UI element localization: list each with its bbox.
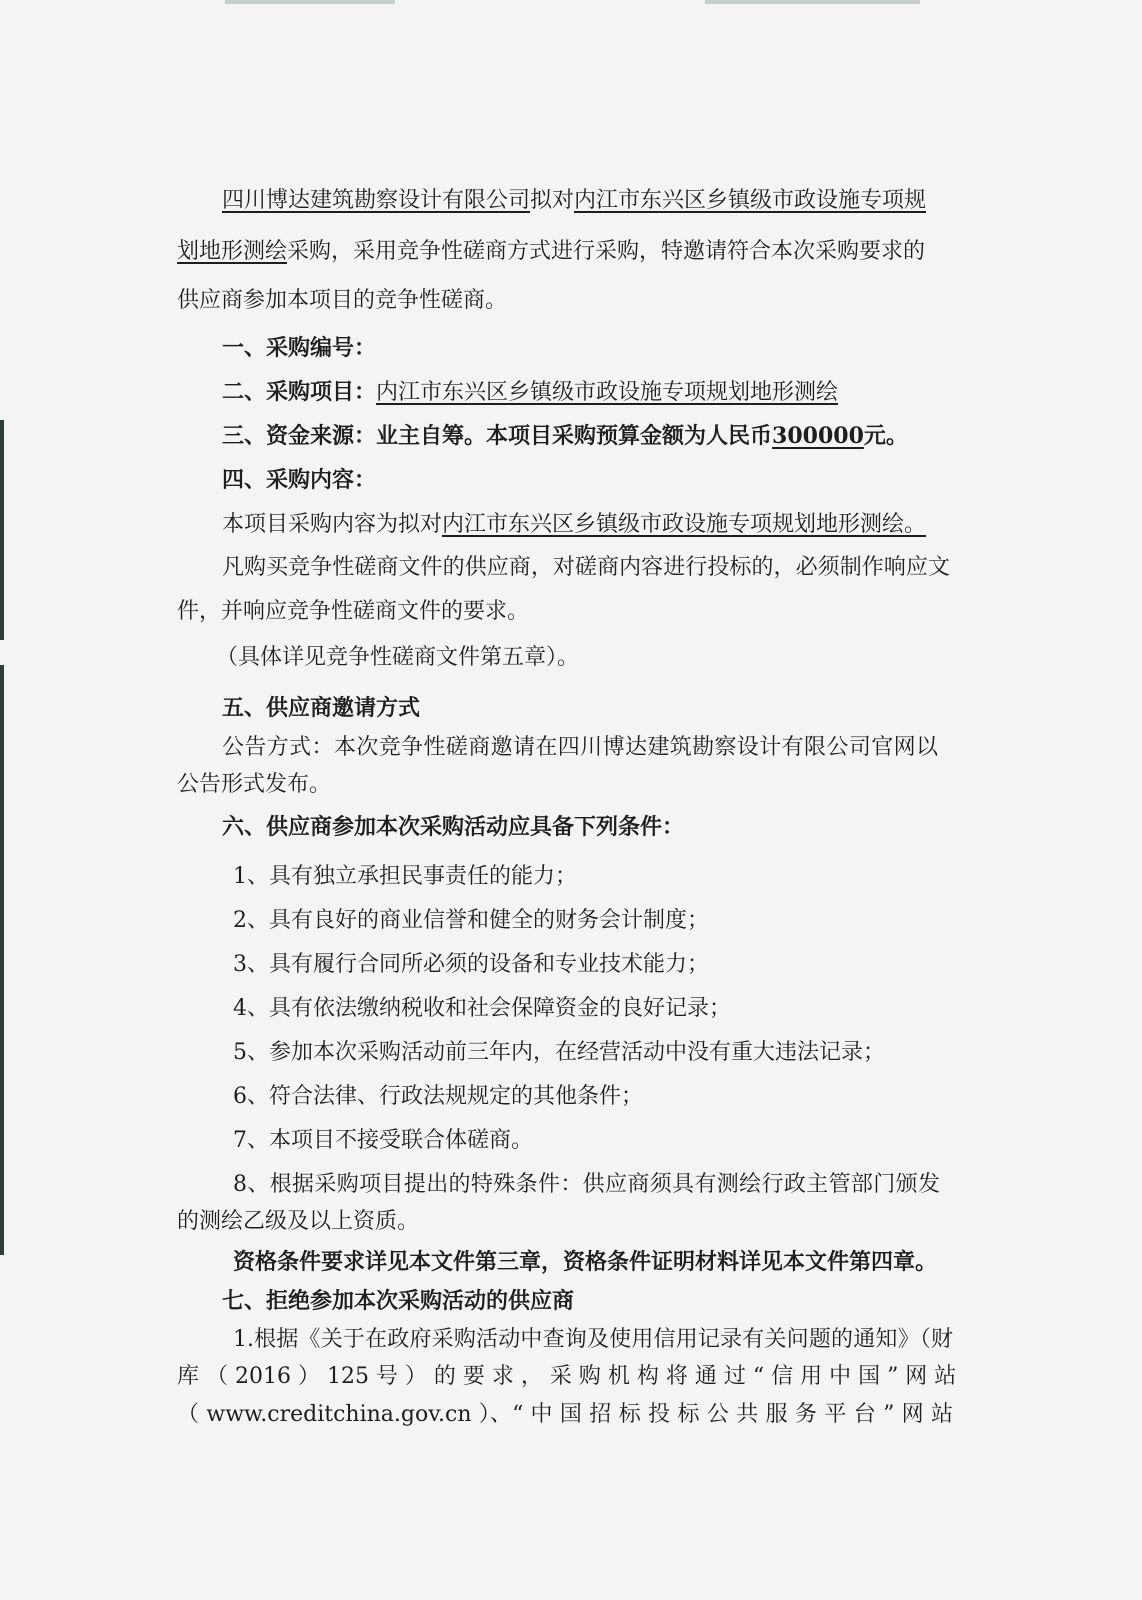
condition-item-4: 4、具有依法缴纳税收和社会保障资金的良好记录； — [233, 996, 731, 1021]
section-6-title: 六、供应商参加本次采购活动应具备下列条件： — [222, 814, 685, 840]
section-7-line2: 库 （ 2016 ） 125 号 ） 的 要 求 ， 采 购 机 构 将 通 过 “ 信 用 中 国 ” 网 站 — [177, 1364, 957, 1389]
section-4-note: （具体详见竞争性磋商文件第五章）。 — [216, 645, 580, 670]
scan-edge-top-right — [705, 0, 920, 4]
section-4-p2-line2: 件，并响应竞争性磋商文件的要求。 — [177, 599, 530, 624]
section-4-content — [222, 510, 926, 540]
condition-item-2: 2、具有良好的商业信誉和健全的财务会计制度； — [233, 908, 709, 933]
scan-edge-top-left — [225, 0, 395, 4]
condition-item-8-line1: 8、根据采购项目提出的特殊条件：供应商须具有测绘行政主管部门颁发 — [233, 1172, 940, 1197]
intro-line-3: 供应商参加本项目的竞争性磋商。 — [177, 288, 508, 313]
section-7-title: 七、拒绝参加本次采购活动的供应商 — [222, 1288, 575, 1314]
condition-item-5: 5、参加本次采购活动前三年内，在经营活动中没有重大违法记录； — [233, 1040, 885, 1065]
section-3-title: 三、资金来源： — [222, 423, 377, 449]
section-5-title: 五、供应商邀请方式 — [222, 695, 421, 721]
company-name: 四川博达建筑勘察设计有限公司 — [222, 188, 531, 213]
section-4-project: 内江市东兴区乡镇级市政设施专项规划地形测绘。 — [442, 512, 927, 537]
budget-unit: 元。 — [863, 423, 908, 449]
condition-item-3: 3、具有履行合同所必须的设备和专业技术能力； — [233, 952, 709, 977]
section-4-prefix: 本项目采购内容为拟对 — [222, 512, 443, 537]
intro-line-1 — [222, 186, 926, 216]
section-2 — [222, 377, 838, 408]
intro-line-2-text: 采购，采用竞争性磋商方式进行采购，特邀请符合本次采购要求的 — [287, 239, 926, 264]
condition-item-6: 6、符合法律、行政法规规定的其他条件； — [233, 1084, 643, 1109]
qualification-note: 资格条件要求详见本文件第三章，资格条件证明材料详见本文件第四章。 — [233, 1249, 938, 1275]
section-2-title: 二、采购项目： — [222, 379, 377, 405]
condition-item-1: 1、具有独立承担民事责任的能力； — [233, 864, 577, 889]
section-7-line1: 1.根据《关于在政府采购活动中查询及使用信用记录有关问题的通知》（财 — [233, 1327, 953, 1352]
condition-item-8-line2: 的测绘乙级及以上资质。 — [177, 1209, 420, 1234]
section-4-title: 四、采购内容： — [222, 467, 377, 493]
section-2-value: 内江市东兴区乡镇级市政设施专项规划地形测绘 — [376, 380, 839, 405]
condition-item-7: 7、本项目不接受联合体磋商。 — [233, 1128, 533, 1153]
scan-edge-left-lower — [0, 665, 4, 1255]
intro-line-2 — [177, 237, 925, 267]
scan-edge-left-upper — [0, 420, 4, 640]
section-5-line2: 公告形式发布。 — [177, 772, 332, 797]
section-3 — [222, 421, 908, 451]
project-name-part1: 内江市东兴区乡镇级市政设施专项规 — [574, 188, 927, 213]
project-name-part2: 划地形测绘 — [177, 239, 288, 264]
budget-amount: 300000 — [772, 423, 864, 449]
section-7-line3: （ www.creditchina.gov.cn ）、“ 中 国 招 标 投 标 公 共 服 务 平 台 ” 网 站 — [177, 1402, 953, 1427]
section-3-text: 业主自筹。本项目采购预算金额为人民币 — [376, 423, 773, 449]
intro-connector: 拟对 — [530, 188, 575, 213]
section-4-p2-line1: 凡购买竞争性磋商文件的供应商，对磋商内容进行投标的，必须制作响应文 — [222, 555, 950, 580]
section-5-line1: 公告方式：本次竞争性磋商邀请在四川博达建筑勘察设计有限公司官网以 — [222, 735, 938, 760]
section-1-title: 一、采购编号： — [222, 335, 377, 361]
